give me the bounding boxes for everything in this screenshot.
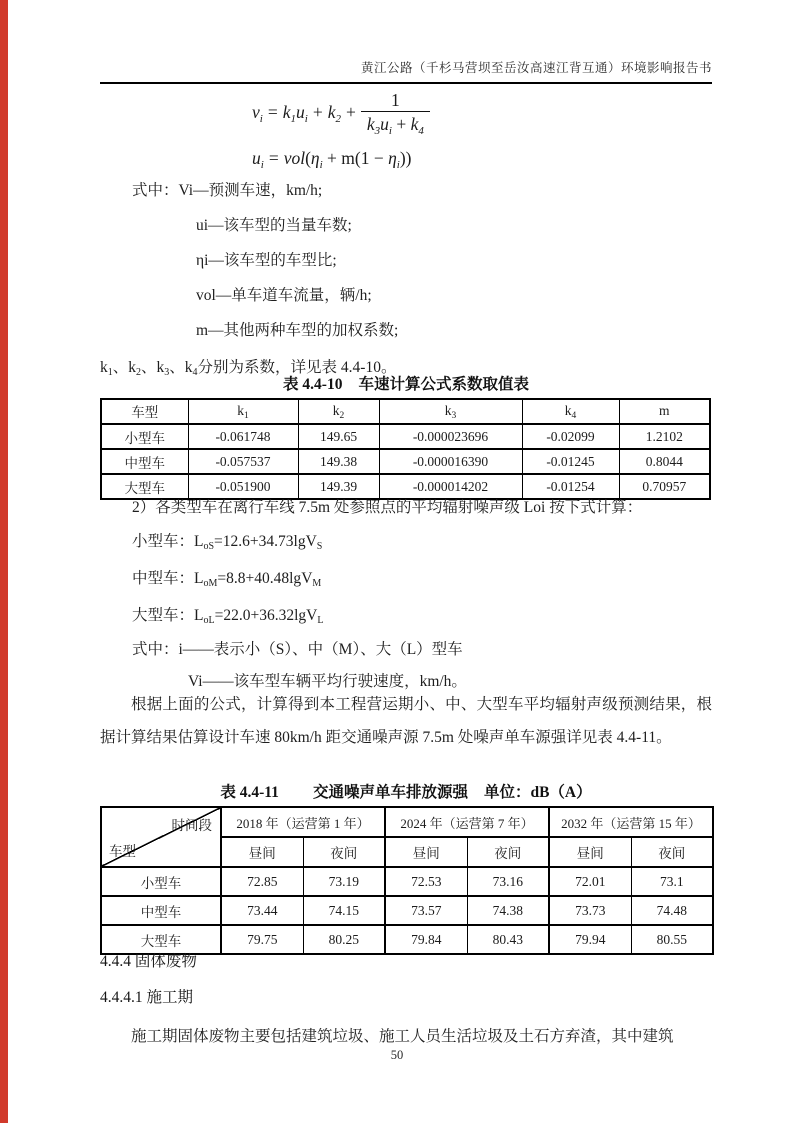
cell: 80.43 [467, 925, 549, 954]
table-row [101, 424, 710, 449]
left-red-binding-stripe [0, 0, 8, 1123]
table2-caption-label: 表 4.4-11 [220, 784, 279, 801]
formula-note-i: 式中：i——表示小（S）、中（M）、大（L）型车 [132, 641, 463, 658]
cell: -0.051900 [188, 474, 298, 499]
table1-header: 车型 [101, 399, 188, 424]
table1-caption-text: 车速计算公式系数取值表 [358, 376, 529, 393]
cell: 0.8044 [619, 449, 710, 474]
row-label: 中型车 [101, 449, 188, 474]
cell: 73.19 [303, 867, 385, 896]
night-header: 夜间 [467, 837, 549, 867]
formula-rhs: $vol(\eta_i + m(1 - \eta_i))$ [283, 148, 412, 171]
cell: 80.55 [631, 925, 713, 954]
cell: 72.01 [549, 867, 631, 896]
formula-term1: $k_1u_i$ [282, 102, 308, 125]
row-label: 大型车 [101, 474, 188, 499]
cell: 80.25 [303, 925, 385, 954]
day-header: 昼间 [385, 837, 467, 867]
cell: 149.65 [298, 424, 379, 449]
row-label: 大型车 [101, 925, 221, 954]
table1-caption-label: 表 4.4-10 [283, 376, 343, 393]
cell: 72.85 [221, 867, 303, 896]
table2-year-row [101, 807, 713, 837]
cell: -0.01245 [522, 449, 619, 474]
cell: -0.01254 [522, 474, 619, 499]
noise-source-table [100, 806, 714, 955]
k-coefficients-note: $k_1$、$k_2$、$k_3$、$k_4$分别为系数，详见表 4.4-10。 [100, 359, 397, 378]
cell: 73.1 [631, 867, 713, 896]
construction-paragraph: 施工期固体废物主要包括建筑垃圾、施工人员生活垃圾及土石方弃渣，其中建筑 [131, 1028, 674, 1045]
cell: 74.15 [303, 896, 385, 925]
equals-sign: = [267, 102, 278, 122]
corner-label-time: 时间段 [171, 818, 212, 833]
equals-sign: = [268, 148, 279, 168]
legend-line-m: m—其他两种车型的加权系数; [196, 322, 399, 339]
cell: 149.39 [298, 474, 379, 499]
fraction-denominator: $k_3u_i + k_4$ [361, 111, 430, 135]
cell: -0.061748 [188, 424, 298, 449]
night-header: 夜间 [631, 837, 713, 867]
cell: 73.73 [549, 896, 631, 925]
table2-caption [100, 780, 712, 802]
header-rule [100, 82, 712, 84]
cell: 79.94 [549, 925, 631, 954]
cell: 79.84 [385, 925, 467, 954]
cell: -0.000023696 [379, 424, 522, 449]
table1-header: $k_4$ [522, 399, 619, 424]
section-heading-444: 4.4.4 固体废物 [100, 953, 197, 970]
radiation-level-lead: 2）各类型车在离行车线 7.5m 处参照点的平均辐射噪声级 Loi 按下式计算： [132, 499, 643, 516]
table2-caption-unit: 单位：dB（A） [483, 784, 592, 801]
cell: 73.44 [221, 896, 303, 925]
table-row [101, 449, 710, 474]
formula-term2: $k_2$ [327, 102, 341, 125]
table1-header: $k_1$ [188, 399, 298, 424]
formula-small-car: 小型车：$L_{oS}=12.6+34.73\lg V_S$ [132, 533, 323, 552]
header-title: 黄江公路（千杉马营坝至岳汝高速江背互通）环境影响报告书 [360, 61, 712, 75]
legend-line-ui: ui—该车型的当量车数; [196, 217, 352, 234]
formula-volume [252, 148, 412, 169]
formula-medium-car: 中型车：$L_{oM}=8.8+40.48\lg V_M$ [132, 570, 322, 589]
table1-header: m [619, 399, 710, 424]
corner-label-type: 车型 [109, 844, 136, 859]
page-number: 50 [390, 1048, 404, 1062]
fraction-numerator: 1 [390, 90, 400, 110]
year-group-header: 2024 年（运营第 7 年） [385, 807, 549, 837]
table1-header: $k_2$ [298, 399, 379, 424]
formula-note-vi: Vi——该车型车辆平均行驶速度，km/h。 [188, 673, 467, 690]
coefficient-table [100, 398, 711, 500]
formula-lhs: $u_i$ [252, 148, 264, 171]
formula-lhs: $v_i$ [252, 102, 263, 125]
diagonal-header-cell [101, 807, 221, 867]
day-header: 昼间 [221, 837, 303, 867]
table-row [101, 867, 713, 896]
table2-caption-text: 交通噪声单车排放源强 [312, 784, 468, 801]
cell: 72.53 [385, 867, 467, 896]
cell: 149.38 [298, 449, 379, 474]
table1-caption [100, 372, 712, 394]
night-header: 夜间 [303, 837, 385, 867]
formula-large-car: 大型车：$L_{oL}=22.0+36.32\lg V_L$ [132, 607, 324, 626]
cell: 73.16 [467, 867, 549, 896]
fraction [361, 90, 430, 135]
row-label: 中型车 [101, 896, 221, 925]
plus-sign: + [345, 102, 356, 122]
page-content [100, 0, 712, 1123]
table-row [101, 896, 713, 925]
legend-line-vol: vol—单车道车流量，辆/h; [196, 287, 372, 304]
cell: -0.057537 [188, 449, 298, 474]
cell: -0.02099 [522, 424, 619, 449]
cell: 0.70957 [619, 474, 710, 499]
table1-header-row [101, 399, 710, 424]
cell: 79.75 [221, 925, 303, 954]
cell: -0.000014202 [379, 474, 522, 499]
table1-header: $k_3$ [379, 399, 522, 424]
day-header: 昼间 [549, 837, 631, 867]
cell: 73.57 [385, 896, 467, 925]
formula-speed [252, 90, 430, 135]
row-label: 小型车 [101, 867, 221, 896]
result-paragraph: 根据上面的公式，计算得到本工程营运期小、中、大型车平均辐射声级预测结果，根据计算结果估算设计车速 80km/h 距交通噪声源 7.5m 处噪声单车源强详见表 4.4-11。 [100, 696, 712, 746]
plus-sign: + [312, 102, 323, 122]
cell: -0.000016390 [379, 449, 522, 474]
year-group-header: 2018 年（运营第 1 年） [221, 807, 385, 837]
section-heading-4441: 4.4.4.1 施工期 [100, 989, 194, 1006]
legend-line-vi: 式中：Vi—预测车速，km/h; [132, 182, 323, 199]
legend-line-eta: ηi—该车型的车型比; [196, 252, 337, 269]
cell: 74.38 [467, 896, 549, 925]
row-label: 小型车 [101, 424, 188, 449]
year-group-header: 2032 年（运营第 15 年） [549, 807, 713, 837]
cell: 74.48 [631, 896, 713, 925]
cell: 1.2102 [619, 424, 710, 449]
